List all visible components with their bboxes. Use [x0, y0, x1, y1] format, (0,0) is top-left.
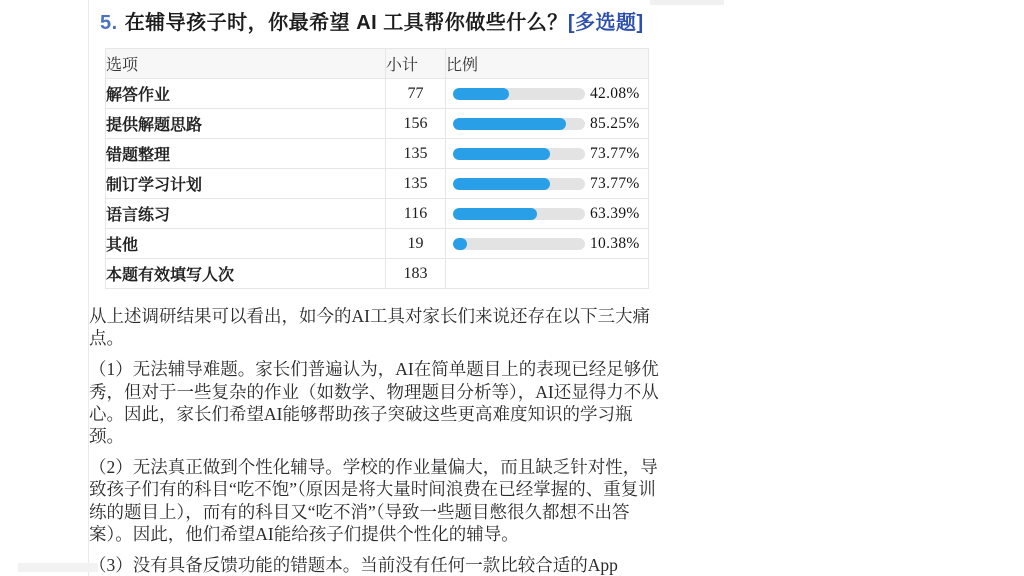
bar-fill [453, 208, 537, 220]
option-count: 135 [386, 139, 446, 169]
paragraph-point-2: （2）无法真正做到个性化辅导。学校的作业量偏大，而且缺乏针对性，导致孩子们有的科目“吃不饱”（原因是将大量时间浪费在已经掌握的、重复训练的题目上），而有的科目又“吃不消”（导致一些题目憋很久都想不出答案）。因此，他们希望AI能给孩子们提供个性化的辅导。 [89, 457, 658, 544]
total-row-empty-cell [446, 259, 649, 289]
question-title [100, 6, 644, 35]
bar-fill [453, 118, 566, 130]
table-row [106, 199, 649, 229]
bar-fill [453, 238, 467, 250]
option-count: 116 [386, 199, 446, 229]
percent-label: 73.77% [590, 174, 640, 192]
paragraph-point-3: （3）没有具备反馈功能的错题本。当前没有任何一款比较合适的App [89, 555, 618, 576]
bar-track [453, 118, 585, 130]
page-edge-artifact-bottom [18, 563, 98, 572]
table-row [106, 229, 649, 259]
percent-label: 42.08% [590, 84, 640, 102]
option-label: 解答作业 [106, 79, 386, 109]
total-row-label: 本题有效填写人次 [106, 259, 386, 289]
question-type-tag: [多选题] [567, 12, 644, 34]
survey-results-table [105, 48, 649, 289]
column-header-ratio: 比例 [446, 49, 649, 79]
paragraph-summary: 从上述调研结果可以看出，如今的AI工具对家长们来说还存在以下三大痛点。 [89, 306, 650, 349]
question-text: 在辅导孩子时，你最希望 AI 工具帮你做些什么？ [124, 12, 568, 34]
table-header-row [106, 49, 649, 79]
table-row [106, 139, 649, 169]
bar-fill [453, 178, 550, 190]
option-label: 其他 [106, 229, 386, 259]
percent-label: 85.25% [590, 114, 640, 132]
column-header-option: 选项 [106, 49, 386, 79]
ratio-bar [446, 235, 648, 253]
option-label: 制订学习计划 [106, 169, 386, 199]
percent-label: 10.38% [590, 234, 640, 252]
option-count: 156 [386, 109, 446, 139]
percent-label: 73.77% [590, 144, 640, 162]
analysis-text-block [89, 305, 665, 576]
column-header-subtotal: 小计 [386, 49, 446, 79]
bar-track [453, 178, 585, 190]
ratio-bar [446, 145, 648, 163]
option-count: 135 [386, 169, 446, 199]
table-row [106, 79, 649, 109]
ratio-bar [446, 175, 648, 193]
paragraph-point-1: （1）无法辅导难题。家长们普遍认为，AI在简单题目上的表现已经足够优秀，但对于一些复杂的作业（如数学、物理题目分析等），AI还显得力不从心。因此，家长们希望AI能够帮助孩子突破这些更高难度知识的学习瓶颈。 [89, 359, 659, 447]
total-row-count: 183 [386, 259, 446, 289]
ratio-bar [446, 115, 648, 133]
option-count: 19 [386, 229, 446, 259]
ratio-bar [446, 85, 648, 103]
bar-fill [453, 148, 550, 160]
percent-label: 63.39% [590, 204, 640, 222]
question-number: 5. [100, 12, 118, 34]
option-count: 77 [386, 79, 446, 109]
option-label: 错题整理 [106, 139, 386, 169]
bar-fill [453, 88, 509, 100]
bar-track [453, 88, 585, 100]
option-label: 语言练习 [106, 199, 386, 229]
bar-track [453, 238, 585, 250]
bar-track [453, 148, 585, 160]
table-row [106, 109, 649, 139]
table-row [106, 169, 649, 199]
page-edge-artifact-top [650, 0, 724, 5]
table-total-row [106, 259, 649, 289]
bar-track [453, 208, 585, 220]
ratio-bar [446, 205, 648, 223]
option-label: 提供解题思路 [106, 109, 386, 139]
